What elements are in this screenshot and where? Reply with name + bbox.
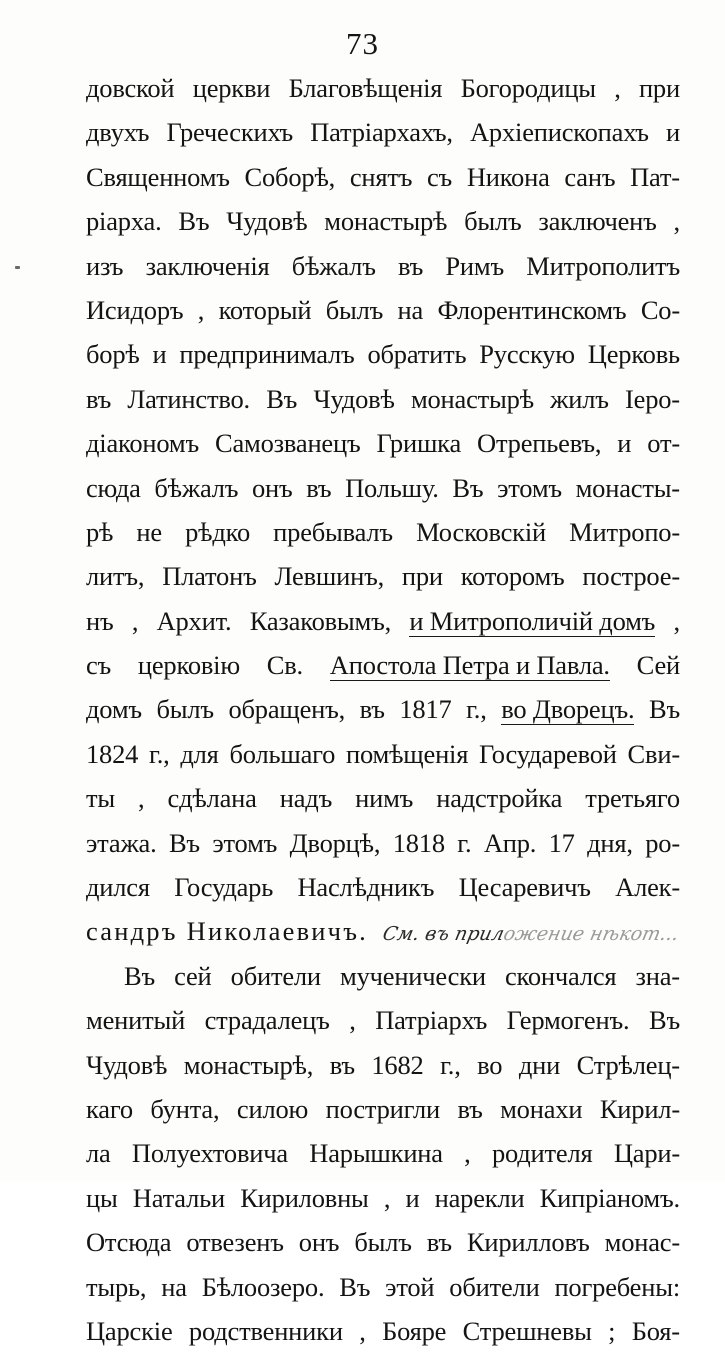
- word: Богородицы: [460, 73, 596, 103]
- word: Казаковымъ,: [249, 605, 392, 636]
- word: заключенъ: [538, 206, 657, 237]
- word: Въ: [168, 827, 200, 858]
- word: 17: [548, 827, 575, 858]
- word: дился: [86, 872, 150, 903]
- word: въ: [457, 1093, 483, 1124]
- word: Пат-: [630, 161, 680, 192]
- word: Чудовѣ: [226, 206, 308, 237]
- word: въ: [397, 250, 424, 281]
- text-line: [86, 865, 680, 909]
- word: сандръ: [86, 916, 178, 947]
- word: былъ: [156, 694, 214, 725]
- word: былъ: [354, 1227, 412, 1258]
- word: который: [218, 294, 312, 325]
- word: Боя-: [631, 1315, 680, 1346]
- word: пребывалъ: [273, 516, 393, 547]
- word: родителя: [491, 1138, 593, 1169]
- word: предпринималъ: [179, 339, 355, 370]
- word: Благовѣщенія: [288, 73, 443, 103]
- word: и: [152, 339, 167, 370]
- text-line: [86, 732, 680, 776]
- word: во: [477, 1049, 503, 1080]
- word: Левшинъ,: [274, 561, 385, 592]
- word: монахи: [500, 1093, 583, 1124]
- word: Со-: [640, 294, 680, 325]
- word: Греческихъ: [166, 117, 294, 148]
- word: Кипріаномъ.: [539, 1182, 680, 1213]
- text-line: [86, 554, 680, 598]
- word: сюда: [86, 472, 141, 503]
- text-line: [86, 998, 680, 1042]
- word: Дворцѣ,: [289, 827, 381, 858]
- word: Митрополитъ: [526, 250, 680, 281]
- text-line: [86, 66, 680, 110]
- word: силою: [236, 1093, 309, 1124]
- word: не: [136, 516, 162, 547]
- word: съ: [86, 650, 112, 681]
- word: Въ: [648, 694, 680, 725]
- word: въ: [306, 472, 332, 503]
- word: менитый: [86, 1005, 186, 1036]
- word: санъ: [564, 161, 616, 192]
- word: Сви-: [627, 738, 680, 769]
- word: нарекли: [434, 1182, 525, 1213]
- word: большаго: [229, 738, 336, 769]
- text-line: [86, 954, 680, 998]
- word: Апостола Петра и Павла.: [329, 650, 610, 681]
- word: надъ: [279, 783, 333, 814]
- word: Алек-: [615, 872, 680, 903]
- word: Цари-: [613, 1138, 680, 1169]
- page-number: 73: [346, 26, 379, 61]
- word: г.,: [149, 738, 170, 769]
- word: Въ: [124, 960, 155, 991]
- word: Бояре: [382, 1315, 447, 1346]
- word: и: [665, 117, 680, 148]
- word: Священномъ: [86, 161, 230, 192]
- word: 1818: [392, 827, 445, 858]
- word: ты: [86, 783, 115, 814]
- word: ,: [673, 605, 680, 636]
- word: 1824: [86, 738, 139, 769]
- word: Въ: [266, 383, 298, 414]
- word: въ: [426, 1227, 452, 1258]
- text-line: [86, 599, 680, 643]
- word: Въ: [178, 206, 210, 237]
- paragraph-2: [86, 954, 680, 1353]
- word: Гришка: [376, 428, 462, 459]
- word: ла: [86, 1138, 111, 1169]
- word: помѣщенія: [346, 738, 469, 769]
- word: Полуехтовича: [131, 1138, 288, 1169]
- word: Сей: [636, 650, 680, 681]
- word: и Митрополичій домъ: [409, 605, 656, 636]
- text-line: [86, 821, 680, 865]
- word: 1682: [371, 1049, 424, 1080]
- word: г.,: [466, 694, 487, 725]
- word: монастырѣ: [324, 206, 448, 237]
- word: Царскіе: [86, 1315, 173, 1346]
- word: Соборѣ,: [244, 161, 336, 192]
- word: литъ,: [86, 561, 145, 592]
- word: ,: [349, 1005, 356, 1036]
- word: Государевой: [479, 738, 617, 769]
- word: на: [161, 1271, 187, 1302]
- word: сей: [174, 960, 212, 991]
- handwritten-note: [372, 912, 683, 956]
- word: тырь,: [86, 1271, 147, 1302]
- word: Св.: [266, 650, 303, 681]
- word: Въ: [452, 472, 484, 503]
- text-line: [86, 1309, 680, 1353]
- word: изъ: [86, 250, 124, 281]
- word: монастырѣ,: [183, 1049, 314, 1080]
- text-line: [86, 776, 680, 820]
- word: Архит.: [156, 605, 232, 636]
- word: этажа.: [86, 827, 157, 858]
- word: надстройка: [436, 783, 563, 814]
- word: борѣ: [86, 339, 140, 370]
- word: въ: [359, 694, 385, 725]
- text-line: [86, 643, 680, 687]
- word: заключенія: [145, 250, 270, 281]
- word: въ: [86, 383, 112, 414]
- word: Гермогенъ.: [506, 1005, 630, 1036]
- text-block: [86, 66, 680, 1353]
- word: нъ: [86, 605, 114, 636]
- word: монастырѣ: [410, 383, 534, 414]
- word: сдѣлана: [167, 783, 257, 814]
- word: Кириловны: [240, 1182, 369, 1213]
- word: снятъ: [349, 161, 413, 192]
- word: Самозванецъ: [215, 428, 361, 459]
- word: довской: [86, 73, 175, 103]
- word: каго: [86, 1093, 133, 1124]
- word: которомъ: [460, 561, 565, 592]
- text-line: [86, 1131, 680, 1175]
- word: Патріархъ: [375, 1005, 488, 1036]
- word: Государь: [174, 872, 274, 903]
- word: бѣжалъ: [291, 250, 376, 281]
- word: мученически: [340, 960, 486, 991]
- word: Чудовѣ: [86, 1049, 168, 1080]
- text-line: [86, 110, 680, 154]
- word: Отсюда: [86, 1227, 172, 1258]
- word: рѣдко: [185, 516, 251, 547]
- word: рѣ: [86, 516, 114, 547]
- word: на: [397, 294, 424, 325]
- word: домъ: [86, 694, 142, 725]
- word: Церковь: [587, 339, 680, 370]
- word: зна-: [635, 960, 680, 991]
- word: от-: [647, 428, 680, 459]
- text-line: [86, 1220, 680, 1264]
- word: обратить: [367, 339, 467, 370]
- handwritten-note-faint-text: ожение нѣкот...: [501, 923, 681, 946]
- word: церковію: [137, 650, 240, 681]
- word: бѣжалъ: [154, 472, 239, 503]
- word: ,: [138, 783, 145, 814]
- word: скончался: [504, 960, 617, 991]
- word: Цесаревичъ: [458, 872, 591, 903]
- word: при: [638, 73, 680, 103]
- word: при: [401, 561, 443, 592]
- text-line: [86, 1176, 680, 1220]
- text-line: [86, 288, 680, 332]
- word: во Дворецъ.: [501, 694, 635, 725]
- word: Патріархахъ,: [310, 117, 453, 148]
- word: ,: [359, 1315, 366, 1346]
- word: дни: [518, 1049, 561, 1080]
- word: обители: [230, 960, 321, 991]
- word: г.,: [440, 1049, 461, 1080]
- word: Польшу.: [345, 472, 439, 503]
- word: онъ: [298, 1227, 340, 1258]
- word: обители: [449, 1271, 540, 1302]
- word: ,: [197, 294, 205, 325]
- word: Въ: [339, 1271, 371, 1302]
- text-line: [86, 1043, 680, 1087]
- word: ,: [673, 206, 680, 237]
- word: ;: [608, 1315, 616, 1346]
- word: съ: [426, 161, 453, 192]
- word: Бѣлоозеро.: [201, 1271, 325, 1302]
- text-line: [86, 155, 680, 199]
- word: этомъ: [497, 472, 562, 503]
- word: онъ: [251, 472, 293, 503]
- text-line: [86, 909, 680, 953]
- word: Латинство.: [127, 383, 250, 414]
- word: ,: [131, 605, 139, 636]
- word: Русскую: [479, 339, 575, 370]
- word: Митропо-: [569, 516, 680, 547]
- word: діакономъ: [86, 428, 199, 459]
- word: Кирил-: [599, 1093, 680, 1124]
- text-line: [86, 199, 680, 243]
- word: нимъ: [355, 783, 414, 814]
- word: Наслѣдникъ: [297, 872, 435, 903]
- word: родственники: [188, 1315, 343, 1346]
- handwritten-note-text: См. въ прил: [380, 923, 507, 946]
- word: страдалецъ: [204, 1005, 330, 1036]
- word: и: [617, 428, 632, 459]
- word: бунта,: [150, 1093, 220, 1124]
- word: монас-: [604, 1227, 680, 1258]
- word: 1817: [399, 694, 452, 725]
- word: церкви: [192, 73, 271, 103]
- word: для: [180, 738, 219, 769]
- word: Архіепископахъ: [470, 117, 649, 148]
- word: Московскій: [416, 516, 547, 547]
- word: ,: [464, 1138, 471, 1169]
- word: Апр.: [483, 827, 537, 858]
- word: и: [405, 1182, 420, 1213]
- word: Іеро-: [625, 383, 680, 414]
- word: Флорентинскомъ: [437, 294, 627, 325]
- word: этой: [385, 1271, 435, 1302]
- text-line: [86, 332, 680, 376]
- text-line: [86, 1265, 680, 1309]
- word: Отрепьевъ,: [477, 428, 602, 459]
- word: г.: [457, 827, 472, 858]
- word: обращенъ,: [228, 694, 346, 725]
- word: Стрешневы: [462, 1315, 592, 1346]
- word: цы: [86, 1182, 118, 1213]
- word: Стрѣлец-: [576, 1049, 680, 1080]
- word: ріарха.: [86, 206, 162, 237]
- word: ,: [383, 1182, 391, 1213]
- text-line: [86, 421, 680, 465]
- text-line: [86, 1087, 680, 1131]
- word: двухъ: [86, 117, 150, 148]
- word: Николаевичъ.: [186, 916, 368, 947]
- word: Исидоръ: [86, 294, 184, 325]
- text-line: [86, 244, 680, 288]
- text-line: [86, 687, 680, 731]
- word: Нарышкина: [309, 1138, 443, 1169]
- word: дня,: [587, 827, 633, 858]
- word: ро-: [645, 827, 680, 858]
- text-line: [86, 377, 680, 421]
- word: Въ: [648, 1005, 680, 1036]
- word: постригли: [325, 1093, 440, 1124]
- word: ,: [614, 73, 621, 103]
- word: третьяго: [585, 783, 680, 814]
- word: отвезенъ: [186, 1227, 284, 1258]
- word: монасты-: [575, 472, 680, 503]
- word: Чудовѣ: [313, 383, 395, 414]
- word: Никона: [466, 161, 550, 192]
- word: Натальи: [132, 1182, 225, 1213]
- word: былъ: [325, 294, 384, 325]
- word: жилъ: [550, 383, 609, 414]
- word: Римъ: [445, 250, 504, 281]
- word: построе-: [582, 561, 680, 592]
- word: Платонъ: [162, 561, 257, 592]
- text-line: [86, 466, 680, 510]
- word: былъ: [464, 206, 522, 237]
- word: въ: [329, 1049, 355, 1080]
- paragraph-1: [86, 66, 680, 954]
- word: Кирилловъ: [466, 1227, 590, 1258]
- text-line: [86, 510, 680, 554]
- word: погребены:: [554, 1271, 680, 1302]
- margin-mark: [15, 266, 20, 269]
- word: этомъ: [212, 827, 278, 858]
